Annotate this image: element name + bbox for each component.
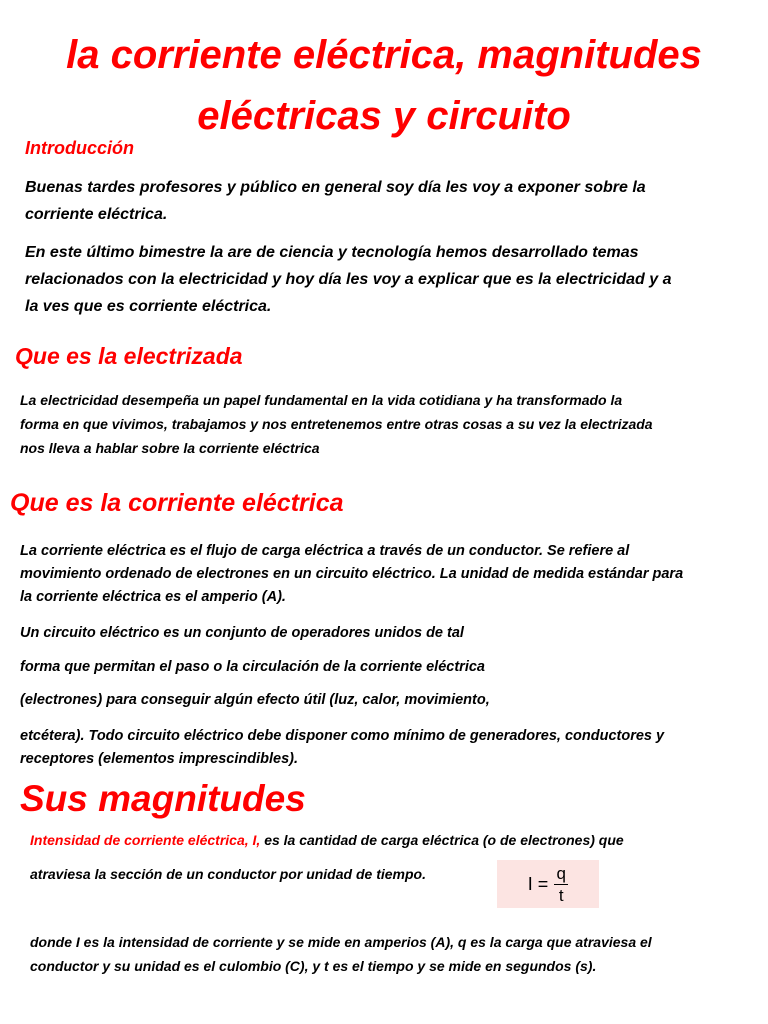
corriente-paragraph-1 (20, 540, 683, 609)
corriente-line: receptores (elementos imprescindibles). (20, 751, 299, 767)
definition-line: donde I es la intensidad de corriente y se mide en amperios (A), q es la carga que atraviesa el (30, 934, 652, 950)
magnitudes-heading: Sus magnitudes (20, 778, 306, 819)
intensity-formula (497, 860, 599, 908)
magnitudes-definition (30, 930, 652, 978)
intensity-label: Intensidad de corriente eléctrica, I, (30, 832, 261, 848)
magnitudes-line-1 (30, 828, 624, 852)
corriente-line: etcétera). Todo circuito eléctrico debe disponer como mínimo de generadores, conductores y (20, 728, 665, 744)
electrizada-line: forma en que vivimos, trabajamos y nos entretenemos entre otras cosas a su vez la electrizada (20, 416, 653, 432)
corriente-line: la corriente eléctrica es el amperio (A). (20, 589, 286, 605)
electrizada-line: nos lleva a hablar sobre la corriente eléctrica (20, 440, 320, 456)
corriente-line: La corriente eléctrica es el flujo de carga eléctrica a través de un conductor. Se refiere al (20, 543, 630, 559)
electrizada-line: La electricidad desempeña un papel fundamental en la vida cotidiana y ha transformado la (20, 392, 623, 408)
fraction-bar (554, 884, 568, 885)
intro-p2-line: relacionados con la electricidad y hoy día les voy a explicar que es la electricidad y a (25, 271, 672, 288)
formula-numerator: q (556, 863, 566, 883)
intro-p1-line: corriente eléctrica. (25, 206, 168, 223)
corriente-heading: Que es la corriente eléctrica (10, 489, 344, 517)
intro-heading: Introducción (25, 138, 134, 158)
formula-fraction (554, 864, 568, 905)
formula-lhs: I = (527, 873, 549, 894)
electrizada-paragraph (20, 388, 653, 460)
corriente-line-4: Un circuito eléctrico es un conjunto de operadores unidos de tal (20, 625, 464, 641)
intro-paragraph-2 (25, 239, 672, 320)
page-title-line1: la corriente eléctrica, magnitudes (66, 33, 702, 77)
corriente-line: movimiento ordenado de electrones en un circuito eléctrico. La unidad de medida estándar para (20, 566, 684, 582)
corriente-line-5: forma que permitan el paso o la circulación de la corriente eléctrica (20, 659, 485, 675)
intro-paragraph-1 (25, 174, 646, 228)
intro-p2-line: En este último bimestre la are de ciencia y tecnología hemos desarrollado temas (25, 244, 639, 261)
intro-p1-line: Buenas tardes profesores y público en general soy día les voy a exponer sobre la (25, 179, 646, 196)
corriente-line-6: (electrones) para conseguir algún efecto útil (luz, calor, movimiento, (20, 692, 490, 708)
corriente-paragraph-2 (20, 725, 664, 771)
definition-line: conductor y su unidad es el culombio (C), y t es el tiempo y se mide en segundos (s). (30, 958, 597, 974)
intensity-text: es la cantidad de carga eléctrica (o de electrones) que (260, 832, 624, 848)
formula-denominator: t (558, 885, 564, 905)
page-title-line2: eléctricas y circuito (197, 94, 571, 138)
magnitudes-line-2: atraviesa la sección de un conductor por unidad de tiempo. (30, 866, 426, 882)
electrizada-heading: Que es la electrizada (15, 343, 243, 369)
intro-p2-line: la ves que es corriente eléctrica. (25, 298, 272, 315)
